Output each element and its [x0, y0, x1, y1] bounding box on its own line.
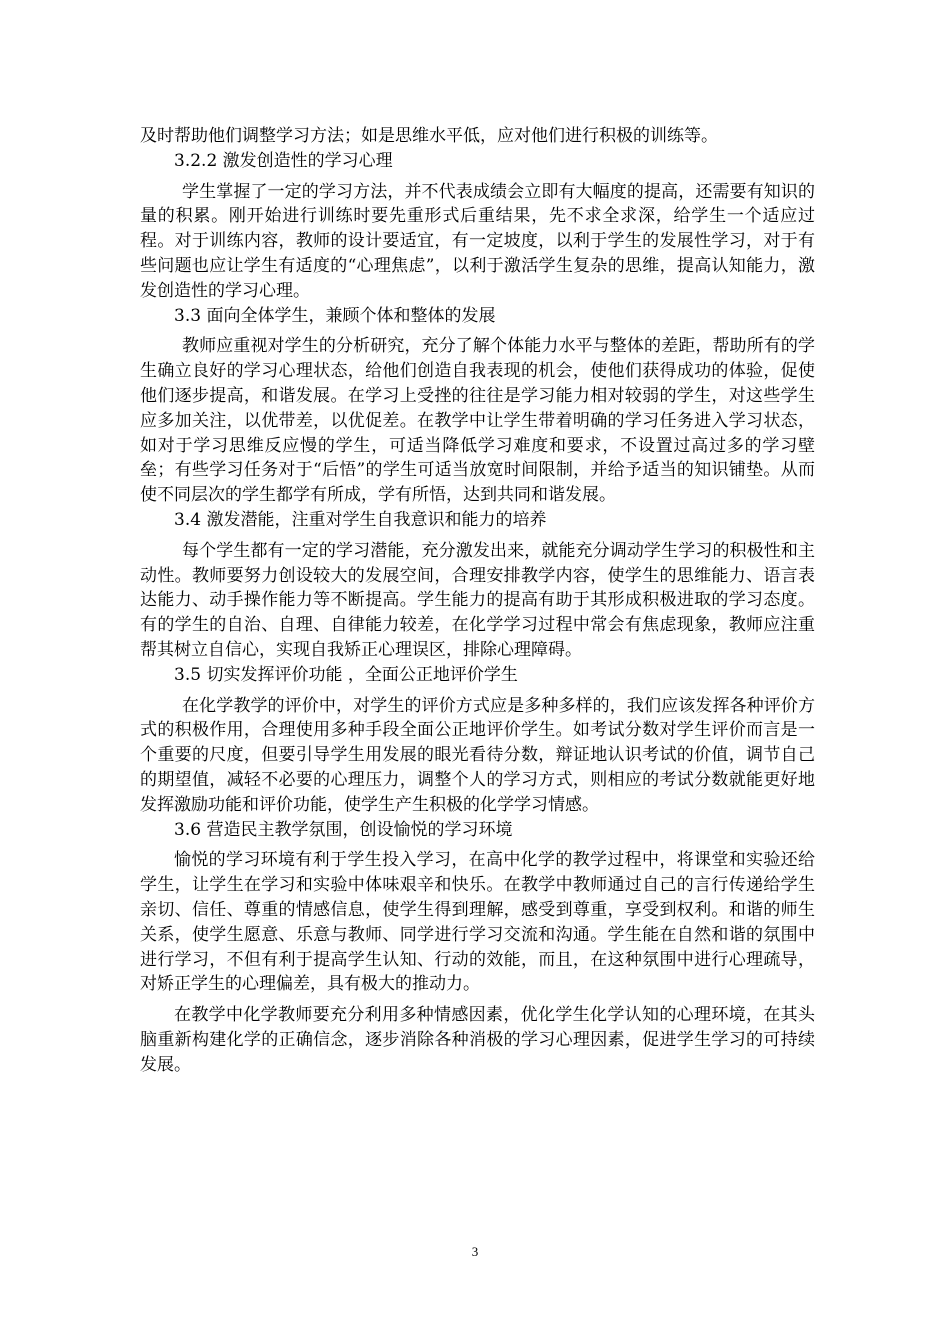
section-heading-3-3: 3.3 面向全体学生，兼顾个体和整体的发展: [174, 305, 496, 326]
paragraph-potential: 每个学生都有一定的学习潜能，充分激发出来，就能充分调动学生学习的积极性和主动性。教师要努力创设较大的发展空间，合理安排教学内容，使学生的思维能力、语言表达能力、动手操作能力等不断提高。学生能力的提高有助于其形成积极进取的学习态度。有的学生的自治、自理、自律能力较差，在化学学习过程中常会有焦虑现象，教师应注重帮其树立自信心，实现自我矫正心理误区，排除心理障碍。: [140, 540, 815, 660]
document-body: [140, 124, 815, 1077]
paragraph-continuation: 及时帮助他们调整学习方法；如是思维水平低，应对他们进行积极的训练等。: [140, 126, 718, 146]
section-heading-3-5: 3.5 切实发挥评价功能 ，全面公正地评价学生: [174, 664, 518, 685]
paragraph-all-students: 教师应重视对学生的分析研究，充分了解个体能力水平与整体的差距，帮助所有的学生确立良好的学习心理状态，给他们创造自我表现的机会，使他们获得成功的体验，促使他们逐步提高，和谐发展。在学习上受挫的往往是学习能力相对较弱的学生，对这些学生应多加关注，以优带差，以优促差。在教学中让学生带着明确的学习任务进入学习状态，如对于学习思维反应慢的学生，可适当降低学习难度和要求，不设置过高过多的学习壁垒；有些学习任务对于“后悟”的学生可适当放宽时间限制，并给予适当的知识铺垫。从而使不同层次的学生都学有所成，学有所悟，达到共同和谐发展。: [140, 336, 815, 506]
section-heading-3-4: 3.4 激发潜能，注重对学生自我意识和能力的培养: [174, 509, 547, 530]
section-heading-3-6: 3.6 营造民主教学氛围，创设愉悦的学习环境: [174, 819, 513, 840]
paragraph-conclusion: 在教学中化学教师要充分利用多种情感因素，优化学生化学认知的心理环境，在其头脑重新构建化学的正确信念，逐步消除各种消极的学习心理因素，促进学生学习的可持续发展。: [140, 1005, 815, 1075]
paragraph-evaluation: 在化学教学的评价中，对学生的评价方式应是多种多样的，我们应该发挥各种评价方式的积极作用，合理使用多种手段全面公正地评价学生。如考试分数对学生评价而言是一个重要的尺度，但要引导学生用发展的眼光看待分数，辩证地认识考试的价值，调节自己的期望值，减轻不必要的心理压力，调整个人的学习方式，则相应的考试分数就能更好地发挥激励功能和评价功能，使学生产生积极的化学学习情感。: [140, 695, 815, 815]
page-number: 3: [471, 1244, 479, 1259]
paragraph-creative-learning: 学生掌握了一定的学习方法，并不代表成绩会立即有大幅度的提高，还需要有知识的量的积累。刚开始进行训练时要先重形式后重结果，先不求全求深，给学生一个适应过程。对于训练内容，教师的设计要适宜，有一定坡度，以利于学生的发展性学习，对于有些问题也应让学生有适度的“心理焦虑”，以利于激活学生复杂的思维，提高认知能力，激发创造性的学习心理。: [140, 181, 815, 301]
section-heading-3-2-2: 3.2.2 激发创造性的学习心理: [174, 150, 393, 171]
paragraph-environment: 愉悦的学习环境有利于学生投入学习，在高中化学的教学过程中，将课堂和实验还给学生，让学生在学习和实验中体味艰辛和快乐。在教学中教师通过自己的言行传递给学生亲切、信任、尊重的情感信息，使学生得到理解，感受到尊重，享受到权利。和谐的师生关系，使学生愿意、乐意与教师、同学进行学习交流和沟通。学生能在自然和谐的氛围中进行学习，不但有利于提高学生认知、行动的效能，而且，在这种氛围中进行心理疏导，对矫正学生的心理偏差，具有极大的推动力。: [140, 850, 815, 995]
